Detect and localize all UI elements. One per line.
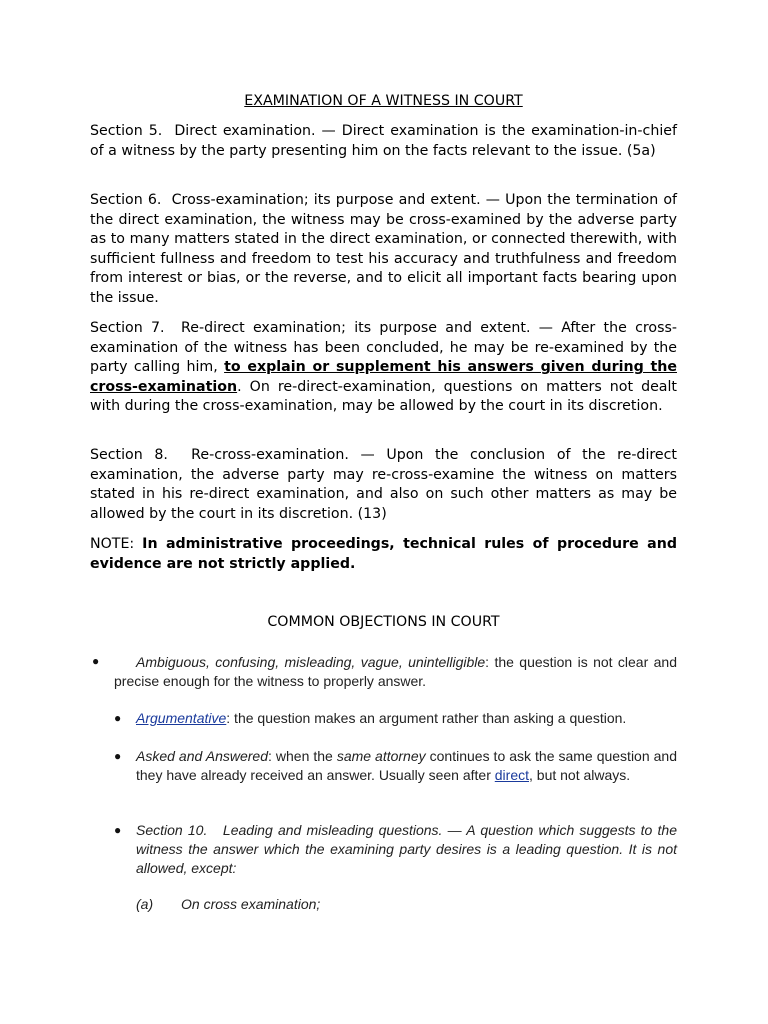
- objection-argumentative-text: : the question makes an argument rather than asking a question.: [226, 710, 627, 726]
- objection-asked-text-2: continues to ask the same question and they have already received an answer. Usually seen after: [136, 748, 677, 783]
- direct-link[interactable]: direct: [494, 767, 529, 783]
- argumentative-link[interactable]: Argumentative: [136, 710, 227, 726]
- bullet-icon: ●: [92, 654, 100, 668]
- exception-a-text: On cross examination;: [181, 896, 321, 912]
- section-10-paragraph: Section 10. Leading and misleading questions. — A question which suggests to the witness the answer which the examining party desires is a leading question. It is not allowed, except:: [136, 822, 677, 876]
- note-paragraph: [90, 535, 677, 574]
- objection-asked-term: Asked and Answered: [136, 748, 268, 764]
- section-5-paragraph: Section 5. Direct examination. — Direct examination is the examination-in-chief of a witness by the party presenting him on the facts relevant to the issue. (5a): [90, 123, 677, 159]
- document-title: EXAMINATION OF A WITNESS IN COURT: [244, 93, 523, 109]
- objection-asked-answered: [136, 747, 677, 785]
- note-text: In administrative proceedings, technical rules of procedure and evidence are not strictly applied.: [90, 536, 678, 572]
- bullet-icon: ●: [114, 749, 122, 763]
- objection-asked-text-1: : when the: [268, 748, 337, 764]
- objection-ambiguous-text: : the question is not clear and precise enough for the witness to properly answer.: [114, 654, 677, 689]
- note-label: NOTE:: [90, 536, 143, 552]
- objection-asked-text-3: , but not always.: [529, 767, 631, 783]
- exception-a-label: (a): [136, 896, 154, 912]
- objection-ambiguous-term: Ambiguous, confusing, misleading, vague, unintelligible: [136, 654, 486, 670]
- section-6-paragraph: Section 6. Cross-examination; its purpose and extent. — Upon the termination of the direct examination, the witness may be cross-examined by the adverse party as to many matters stated in the direct examination, or connected therewith, with sufficient fullness and freedom to test his accuracy and truthfulness and freedom from interest or bias, or the reverse, and to elicit all important facts bearing upon the issue.: [90, 192, 677, 306]
- objection-argumentative: [136, 709, 677, 728]
- section-7-post: . On re-direct-examination, questions on matters not dealt with during the cross-examination, may be allowed by the court in its discretion.: [90, 378, 677, 415]
- objections-title: COMMON OBJECTIONS IN COURT: [267, 614, 500, 630]
- section-7-pre: Section 7. Re-direct examination; its purpose and extent. — After the cross-examination of the witness has been concluded, he may be re-examined by the party calling him,: [90, 320, 677, 376]
- objection-ambiguous: [114, 653, 677, 691]
- section-7-emphasis: to explain or supplement his answers given during the cross-examination: [90, 359, 677, 395]
- bullet-icon: ●: [114, 823, 122, 837]
- section-7-paragraph: [90, 319, 677, 417]
- section-8-paragraph: Section 8. Re-cross-examination. — Upon the conclusion of the re-direct examination, the adverse party may re-cross-examine the witness on matters stated in his re-direct examination, and also on such other matters as may be allowed by the court in its discretion. (13): [90, 447, 677, 522]
- bullet-icon: ●: [114, 711, 122, 725]
- objection-asked-same: same attorney: [336, 748, 426, 764]
